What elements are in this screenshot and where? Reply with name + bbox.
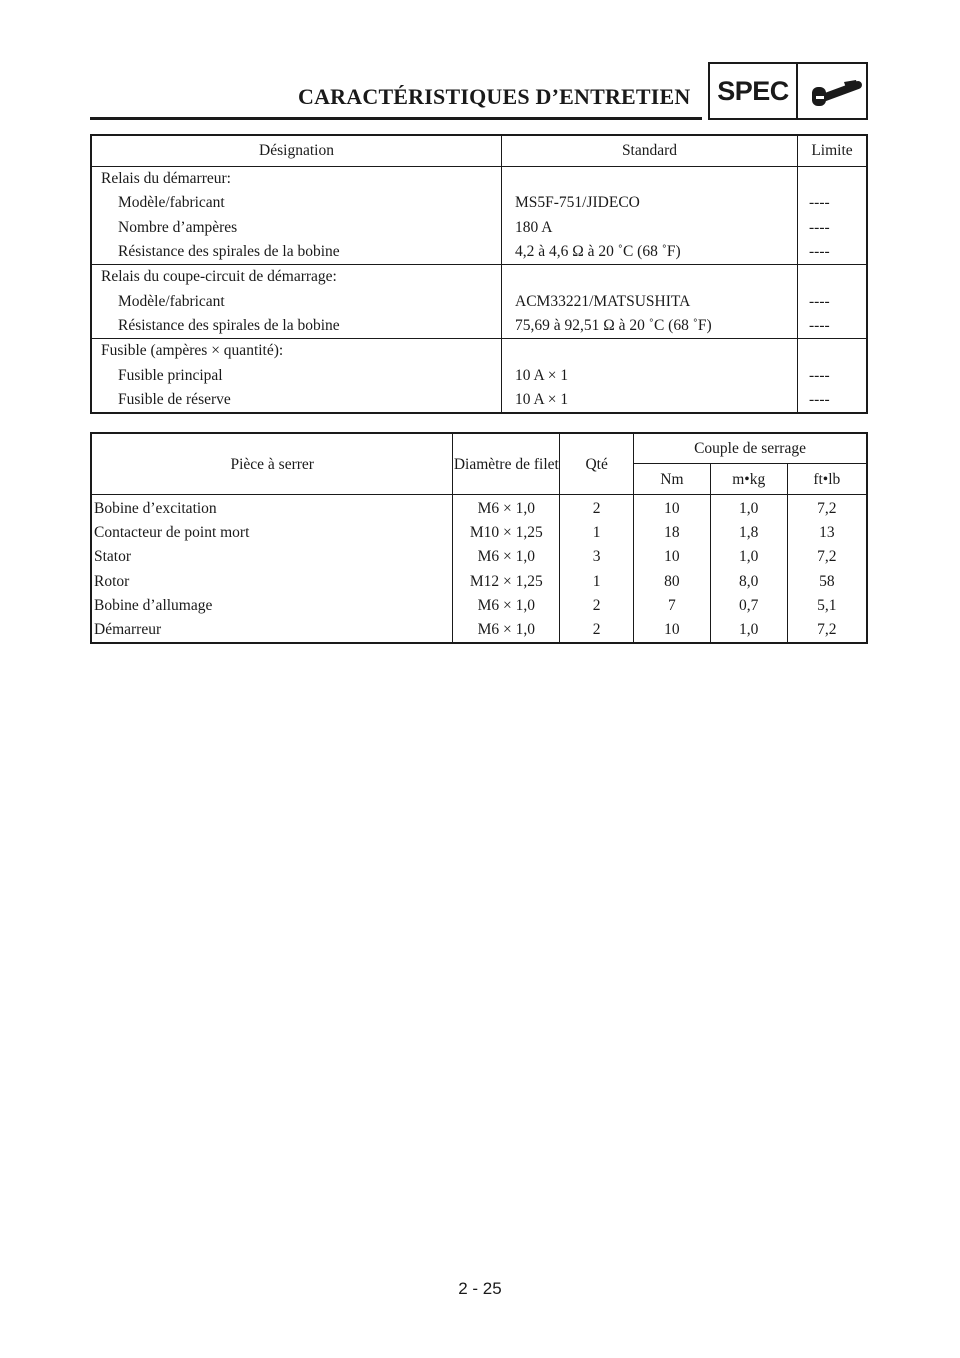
row-standard: ACM33221/MATSUSHITA xyxy=(502,289,798,313)
row-standard: MS5F-751/JIDECO xyxy=(502,191,798,215)
page-title: CARACTÉRISTIQUES D’ENTRETIEN xyxy=(298,84,691,109)
cell-nm: 10 xyxy=(634,545,711,569)
group-title: Fusible (ampères × quantité): xyxy=(91,339,502,364)
cell-ftlb: 7,2 xyxy=(817,500,837,518)
cell-mkg: 8,0 xyxy=(710,570,787,594)
row-label: Modèle/fabricant xyxy=(91,289,502,313)
cell-nm: 7 xyxy=(634,594,711,618)
row-limit: ---- xyxy=(798,314,868,339)
cell-thread: M12 × 1,25 xyxy=(453,570,560,594)
row-limit: ---- xyxy=(809,218,830,236)
cell-ftlb: 58 xyxy=(819,572,835,590)
cell-ftlb: 7,2 xyxy=(817,621,837,639)
row-label: Résistance des spirales de la bobine xyxy=(91,314,502,339)
column-header-mkg: m•kg xyxy=(710,464,787,495)
row-standard: 10 A × 1 xyxy=(502,363,798,387)
cell-nm: 80 xyxy=(634,570,711,594)
column-header-thread: Diamètre de filet xyxy=(453,433,560,495)
column-header-designation: Désignation xyxy=(91,135,502,167)
row-standard: 10 A × 1 xyxy=(502,388,798,413)
cell-part: Bobine d’excitation xyxy=(91,495,453,522)
cell-part: Stator xyxy=(91,545,453,569)
cell-part: Bobine d’allumage xyxy=(91,594,453,618)
row-label: Fusible principal xyxy=(91,363,502,387)
row-label: Nombre d’ampères xyxy=(91,216,502,240)
specifications-table xyxy=(90,134,868,414)
cell-qty: 2 xyxy=(560,594,634,618)
row-standard: 180 A xyxy=(502,216,798,240)
table-row xyxy=(91,618,867,643)
row-standard: 4,2 à 4,6 Ω à 20 ˚C (68 ˚F) xyxy=(502,240,798,265)
row-limit: ---- xyxy=(798,240,868,265)
table-row xyxy=(91,363,867,387)
table-row xyxy=(91,570,867,594)
spec-badge xyxy=(708,62,868,120)
table-row xyxy=(91,289,867,313)
cell-nm: 18 xyxy=(634,521,711,545)
row-label: Résistance des spirales de la bobine xyxy=(91,240,502,265)
cell-thread: M6 × 1,0 xyxy=(453,618,560,643)
cell-ftlb: 13 xyxy=(819,524,835,542)
cell-mkg: 1,0 xyxy=(710,495,787,522)
column-header-nm: Nm xyxy=(634,464,711,495)
cell-qty: 2 xyxy=(560,618,634,643)
table-row xyxy=(91,191,867,215)
row-limit: ---- xyxy=(809,366,830,384)
group-row xyxy=(91,167,867,192)
column-header-torque: Couple de serrage xyxy=(634,433,867,464)
column-header-part: Pièce à serrer xyxy=(91,433,453,495)
row-limit: ---- xyxy=(809,194,830,212)
column-header-limit: Limite xyxy=(798,135,868,167)
column-header-qty: Qté xyxy=(560,433,634,495)
cell-nm: 10 xyxy=(634,618,711,643)
cell-ftlb: 7,2 xyxy=(817,548,837,566)
column-header-ftlb: ft•lb xyxy=(787,464,867,495)
cell-ftlb: 5,1 xyxy=(817,596,837,614)
spec-badge-divider xyxy=(796,64,798,118)
table-row xyxy=(91,240,867,265)
group-title: Relais du coupe-circuit de démarrage: xyxy=(91,265,502,290)
wrench-icon xyxy=(806,72,864,110)
table-row xyxy=(91,216,867,240)
cell-qty: 2 xyxy=(560,495,634,522)
row-label: Fusible de réserve xyxy=(91,388,502,413)
group-title: Relais du démarreur: xyxy=(91,167,502,192)
table-row xyxy=(91,314,867,339)
spec-badge-label: SPEC xyxy=(717,76,789,106)
tightening-torque-table xyxy=(90,432,868,644)
row-label: Modèle/fabricant xyxy=(91,191,502,215)
cell-mkg: 1,0 xyxy=(710,618,787,643)
table-row xyxy=(91,388,867,413)
cell-mkg: 1,0 xyxy=(710,545,787,569)
cell-qty: 3 xyxy=(560,545,634,569)
group-row xyxy=(91,339,867,364)
cell-part: Démarreur xyxy=(91,618,453,643)
row-limit: ---- xyxy=(809,390,830,408)
cell-qty: 1 xyxy=(560,521,634,545)
table-row xyxy=(91,545,867,569)
cell-part: Contacteur de point mort xyxy=(91,521,453,545)
cell-thread: M6 × 1,0 xyxy=(453,594,560,618)
column-header-standard: Standard xyxy=(502,135,798,167)
cell-thread: M6 × 1,0 xyxy=(453,545,560,569)
cell-nm: 10 xyxy=(634,495,711,522)
table-row xyxy=(91,495,867,522)
cell-thread: M6 × 1,0 xyxy=(453,495,560,522)
cell-thread: M10 × 1,25 xyxy=(453,521,560,545)
cell-mkg: 1,8 xyxy=(710,521,787,545)
group-row xyxy=(91,265,867,290)
title-rule xyxy=(90,117,702,120)
table-row xyxy=(91,594,867,618)
cell-qty: 1 xyxy=(560,570,634,594)
row-standard: 75,69 à 92,51 Ω à 20 ˚C (68 ˚F) xyxy=(502,314,798,339)
row-limit: ---- xyxy=(809,292,830,310)
table-row xyxy=(91,521,867,545)
page-number: 2 - 25 xyxy=(458,1279,502,1298)
cell-part: Rotor xyxy=(91,570,453,594)
cell-mkg: 0,7 xyxy=(710,594,787,618)
